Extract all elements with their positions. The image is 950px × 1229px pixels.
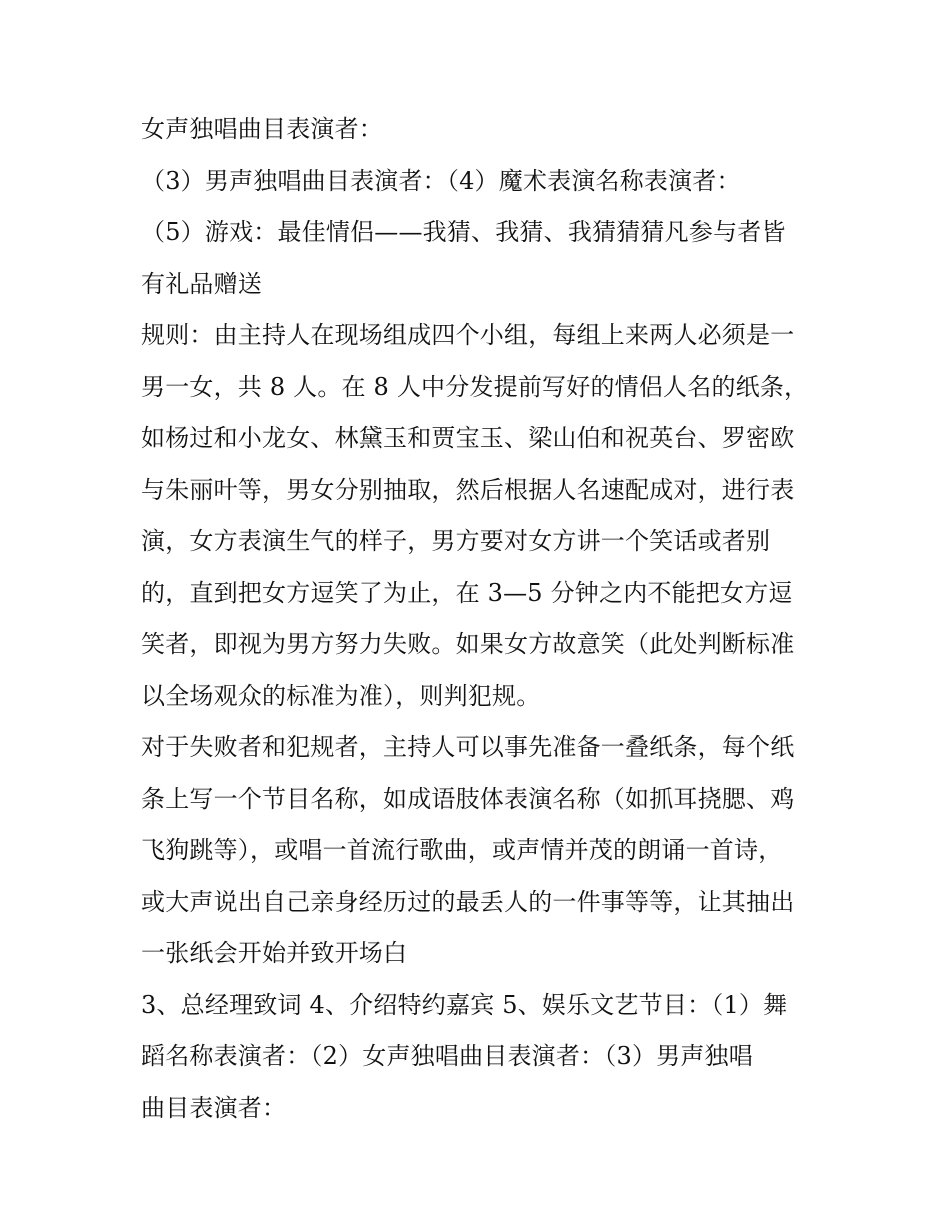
text-line: 3、总经理致词 4、介绍特约嘉宾 5、娱乐文艺节目：（1）舞 xyxy=(141,990,788,1019)
text-line: 对于失败者和犯规者，主持人可以事先准备一叠纸条，每个纸 xyxy=(141,733,795,761)
text-line: 蹈名称表演者：（2）女声独唱曲目表演者：（3）男声独唱 xyxy=(141,1042,753,1070)
text-line: 笑者，即视为男方努力失败。如果女方故意笑（此处判断标准 xyxy=(141,630,795,658)
document-body xyxy=(141,104,821,1134)
text-line: 男一女，共 8 人。在 8 人中分发提前写好的情侣人名的纸条， xyxy=(141,372,809,401)
text-line: 的，直到把女方逗笑了为止，在 3—5 分钟之内不能把女方逗 xyxy=(141,578,793,607)
text-line: 规则：由主持人在现场组成四个小组，每组上来两人必须是一 xyxy=(141,321,795,349)
text-line: 以全场观众的标准为准），则判犯规。 xyxy=(141,681,541,710)
text-line: 条上写一个节目名称，如成语肢体表演名称（如抓耳挠腮、鸡 xyxy=(141,784,795,813)
text-line: 演，女方表演生气的样子，男方要对女方讲一个笑话或者别 xyxy=(141,527,771,555)
text-line: 或大声说出自己亲身经历过的最丢人的一件事等等，让其抽出 xyxy=(141,887,795,916)
text-line: 女声独唱曲目表演者： xyxy=(141,115,383,143)
text-line: 与朱丽叶等，男女分别抽取，然后根据人名速配成对，进行表 xyxy=(141,475,795,504)
text-line: （3）男声独唱曲目表演者：（4）魔术表演名称表演者： xyxy=(141,166,741,195)
text-line: 飞狗跳等），或唱一首流行歌曲，或声情并茂的朗诵一首诗， xyxy=(141,836,783,864)
text-line: 有礼品赠送 xyxy=(141,269,262,298)
text-line: 如杨过和小龙女、林黛玉和贾宝玉、梁山伯和祝英台、罗密欧 xyxy=(141,424,795,452)
text-line: 曲目表演者： xyxy=(141,1093,287,1122)
text-line: 一张纸会开始并致开场白 xyxy=(141,939,408,967)
text-line: （5）游戏：最佳情侣——我猜、我猜、我猜猜猜凡参与者皆 xyxy=(141,218,786,246)
